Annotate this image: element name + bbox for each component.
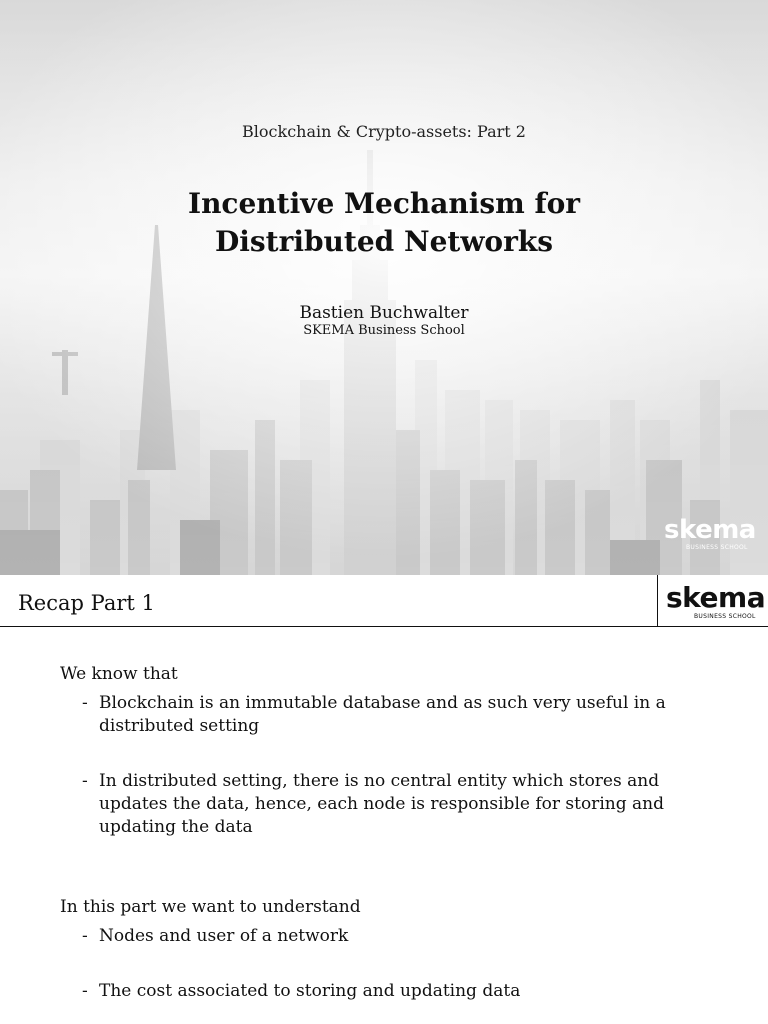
logo-tagline: BUSINESS SCHOOL	[686, 544, 748, 551]
list-item	[82, 980, 682, 1003]
list-item	[82, 692, 682, 738]
bullet-dash: -	[82, 926, 88, 946]
bullet-line: updates the data, hence, each node is responsible for storing and	[99, 794, 664, 814]
presentation-title	[0, 185, 768, 261]
course-subtitle: Blockchain & Crypto-assets: Part 2	[242, 122, 526, 141]
header-logo-box	[657, 575, 768, 626]
bullet-line: Blockchain is an immutable database and as such very useful in a	[99, 693, 666, 713]
author-affiliation: SKEMA Business School	[303, 323, 465, 338]
slide-body	[0, 627, 768, 1024]
slide-header	[0, 575, 768, 627]
title-line-2: Distributed Networks	[214, 225, 554, 258]
bullet-line: In distributed setting, there is no central entity which stores and	[99, 771, 660, 791]
bullet-dash: -	[82, 981, 88, 1001]
bullet-line: Nodes and user of a network	[99, 926, 349, 946]
bullet-line: distributed setting	[99, 716, 260, 736]
bullet-dash: -	[82, 771, 88, 791]
logo-wordmark: skema	[666, 581, 766, 614]
skema-logo-dark	[666, 583, 765, 620]
author-name: Bastien Buchwalter	[299, 303, 469, 323]
title-line-1: Incentive Mechanism for	[187, 187, 581, 220]
logo-tagline: BUSINESS SCHOOL	[694, 613, 756, 620]
list-item	[82, 925, 682, 948]
bullet-line: The cost associated to storing and updating data	[99, 981, 521, 1001]
skema-logo-white	[664, 516, 756, 551]
list-item	[82, 770, 682, 839]
bullet-dash: -	[82, 693, 88, 713]
section-lead: In this part we want to understand	[60, 897, 361, 917]
bullet-line: updating the data	[99, 817, 253, 837]
logo-wordmark: skema	[664, 515, 756, 545]
section-lead: We know that	[60, 664, 178, 684]
slide-title: Recap Part 1	[18, 591, 155, 615]
